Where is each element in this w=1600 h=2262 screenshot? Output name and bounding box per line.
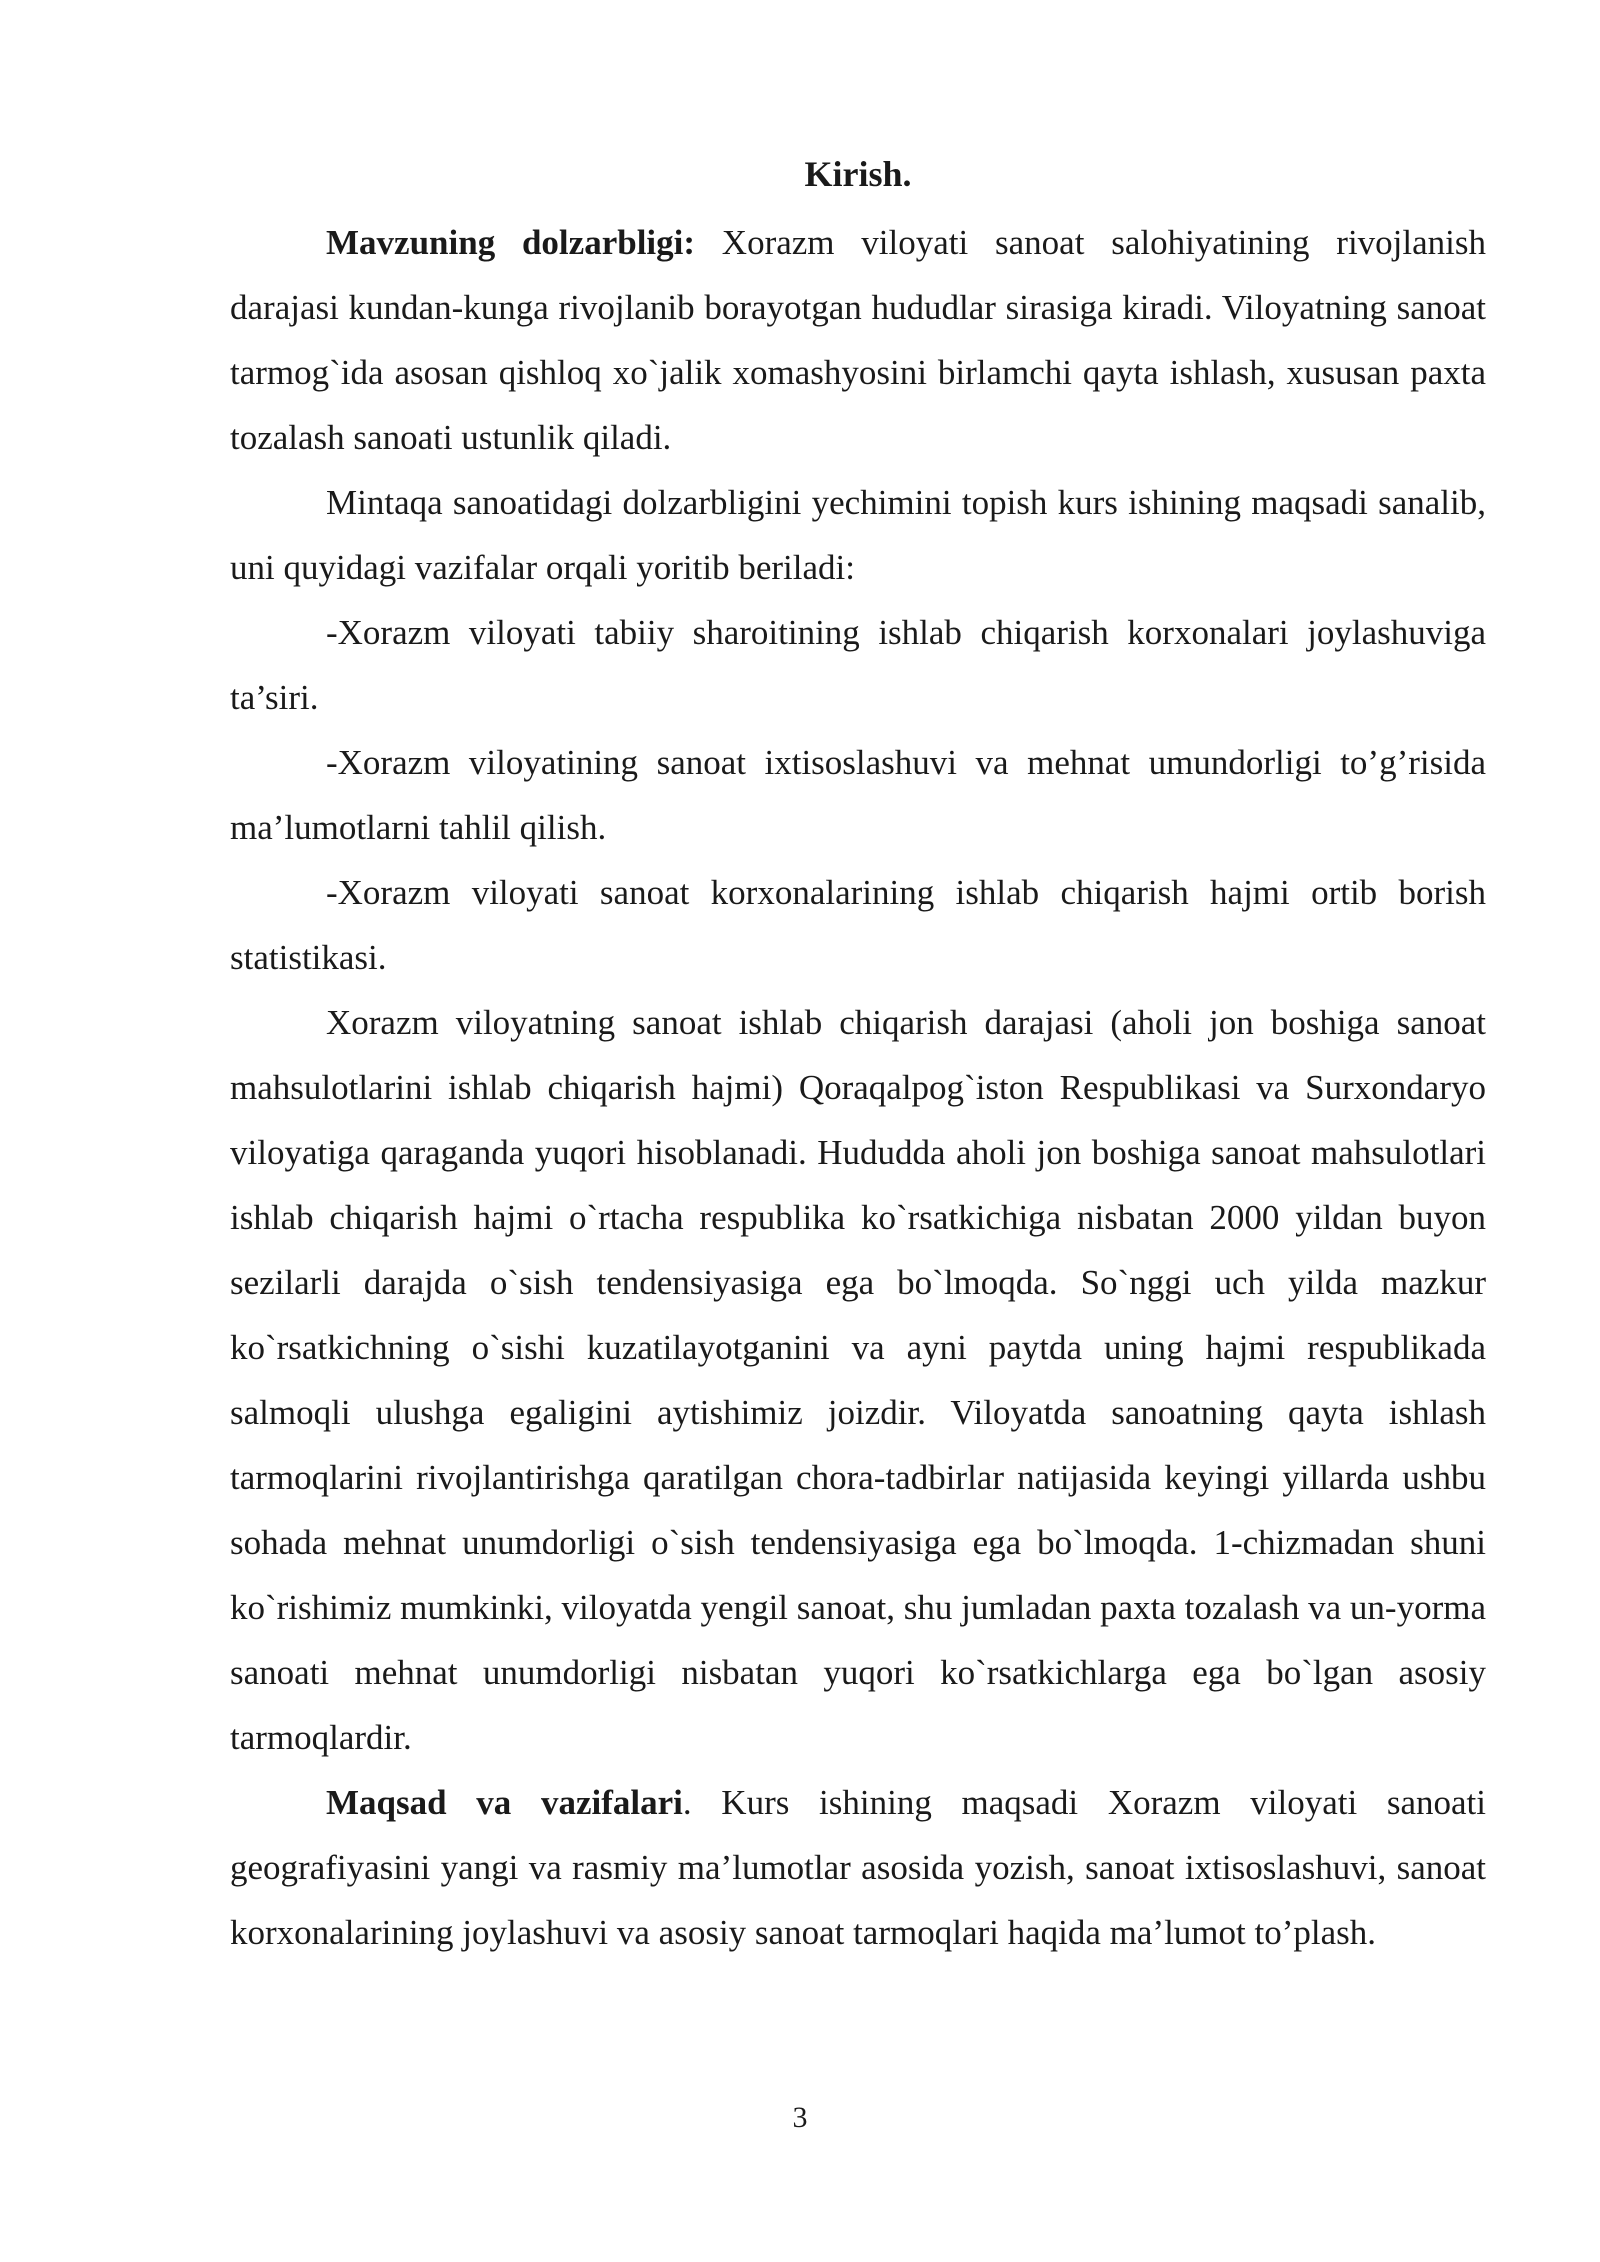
paragraph-task-2 [230, 730, 1486, 860]
paragraph-task-1 [230, 600, 1486, 730]
paragraph-text: Xorazm viloyati sanoat salohiyatining rivojlanish darajasi kundan-kunga rivojlanib borayotgan hududlar sirasiga kiradi. Viloyatning sanoat tarmog`ida asosan qishloq xo`jalik xomashyosini birlamchi qayta ishlash, xususan paxta tozalash sanoati ustunlik qiladi. [230, 223, 1486, 457]
paragraph-text: Xorazm viloyatning sanoat ishlab chiqarish darajasi (aholi jon boshiga sanoat mahsulotlarini ishlab chiqarish hajmi) Qoraqalpog`iston Respublikasi va Surxondaryo viloyatiga qaraganda yuqori hisoblanadi. Hududda aholi jon boshiga sanoat mahsulotlari ishlab chiqarish hajmi o`rtacha respublika ko`rsatkichiga nisbatan 2000 yildan buyon sezilarli darajda o`sish tendensiyasiga ega bo`lmoqda. So`nggi uch yilda mazkur ko`rsatkichning o`sishi kuzatilayotganini va ayni paytda uning hajmi respublikada salmoqli ulushga egaligini aytishimiz joizdir. Viloyatda sanoatning qayta ishlash tarmoqlarini rivojlantirishga qaratilgan chora-tadbirlar natijasida keyingi yillarda ushbu sohada mehnat unumdorligi o`sish tendensiyasiga ega bo`lmoqda. 1-chizmadan shuni ko`rishimiz mumkinki, viloyatda yengil sanoat, shu jumladan paxta tozalash va un-yorma sanoati mehnat unumdorligi nisbatan yuqori ko`rsatkichlarga ega bo`lgan asosiy tarmoqlardir. [230, 1003, 1486, 1757]
paragraph-text: . Kurs ishining maqsadi Xorazm viloyati sanoati geografiyasini yangi va rasmiy ma’lumotlar asosida yozish, sanoat ixtisoslashuvi, sanoat korxonalarining joylashuvi va asosiy sanoat tarmoqlari haqida ma’lumot to’plash. [230, 1783, 1486, 1952]
paragraph-tasks-intro [230, 470, 1486, 600]
paragraph-text: -Xorazm viloyatining sanoat ixtisoslashuvi va mehnat umundorligi to’g’risida ma’lumotlarni tahlil qilish. [230, 743, 1486, 847]
paragraph-relevance [230, 210, 1486, 470]
paragraph-text: -Xorazm viloyati sanoat korxonalarining ishlab chiqarish hajmi ortib borish statistikasi. [230, 873, 1486, 977]
page-number: 3 [792, 2101, 808, 2134]
paragraph-text: Mintaqa sanoatidagi dolzarbligini yechimini topish kurs ishining maqsadi sanalib, uni quyidagi vazifalar orqali yoritib beriladi: [230, 483, 1486, 587]
document-page [230, 148, 1486, 1965]
section-heading: Kirish. [804, 154, 912, 194]
paragraph-analysis [230, 990, 1486, 1770]
paragraph-goals [230, 1770, 1486, 1965]
paragraph-lead: Maqsad va vazifalari [326, 1783, 683, 1822]
paragraph-text: -Xorazm viloyati tabiiy sharoitining ishlab chiqarish korxonalari joylashuviga ta’siri. [230, 613, 1486, 717]
paragraph-task-3 [230, 860, 1486, 990]
paragraph-lead: Mavzuning dolzarbligi: [326, 223, 696, 262]
